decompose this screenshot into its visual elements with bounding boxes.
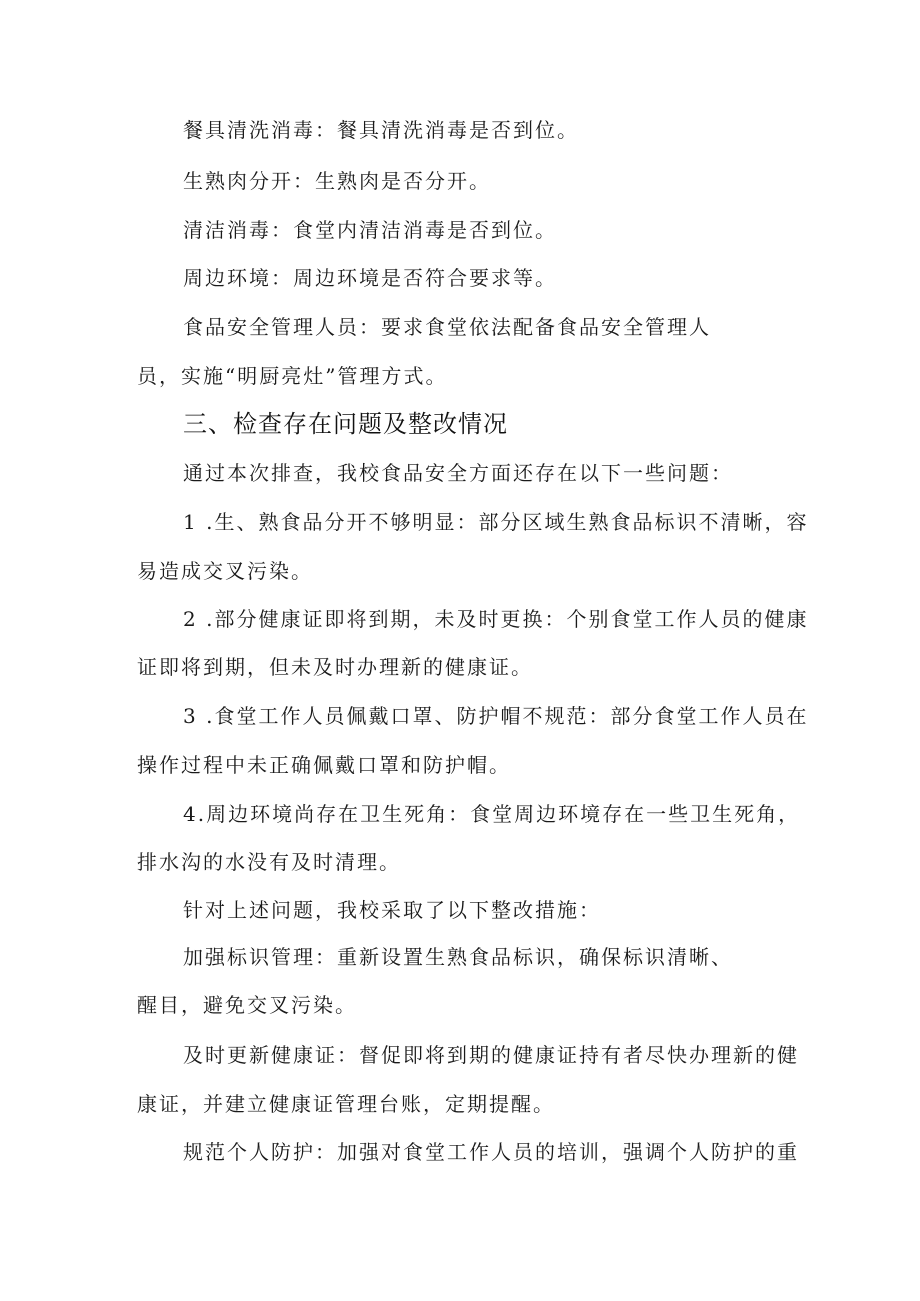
paragraph-line: 加强标识管理：重新设置生熟食品标识，确保标识清晰、 bbox=[183, 945, 733, 969]
paragraph-line: 清洁消毒：食堂内清洁消毒是否到位。 bbox=[183, 218, 557, 242]
paragraph-line: 餐具清洗消毒：餐具清洗消毒是否到位。 bbox=[183, 118, 579, 142]
paragraph-line: 员，实施“明厨亮灶”管理方式。 bbox=[137, 364, 448, 388]
paragraph-line: 证即将到期，但未及时办理新的健康证。 bbox=[137, 655, 533, 679]
paragraph-line: 针对上述问题，我校采取了以下整改措施： bbox=[183, 898, 601, 922]
paragraph-line: 排水沟的水没有及时清理。 bbox=[137, 850, 401, 874]
paragraph-line: 康证，并建立健康证管理台账，定期提醒。 bbox=[137, 1092, 555, 1116]
paragraph-line: 4.周边环境尚存在卫生死角：食堂周边环境存在一些卫生死角， bbox=[183, 802, 801, 826]
paragraph-line: 周边环境：周边环境是否符合要求等。 bbox=[183, 266, 557, 290]
paragraph-line: 易造成交叉污染。 bbox=[137, 559, 313, 583]
paragraph-line: 及时更新健康证：督促即将到期的健康证持有者尽快办理新的健 bbox=[183, 1043, 799, 1067]
paragraph-line: 醒目，避免交叉污染。 bbox=[137, 993, 357, 1017]
paragraph-line: 生熟肉分开：生熟肉是否分开。 bbox=[183, 169, 491, 193]
paragraph-line: 食品安全管理人员：要求食堂依法配备食品安全管理人 bbox=[183, 315, 711, 339]
section-heading: 三、检查存在问题及整改情况 bbox=[183, 410, 508, 438]
paragraph-line: 操作过程中未正确佩戴口罩和防护帽。 bbox=[137, 753, 511, 777]
paragraph-line: 3 .食堂工作人员佩戴口罩、防护帽不规范：部分食堂工作人员在 bbox=[183, 704, 809, 728]
paragraph-line: 通过本次排查，我校食品安全方面还存在以下一些问题： bbox=[183, 461, 733, 485]
paragraph-line: 规范个人防护：加强对食堂工作人员的培训，强调个人防护的重 bbox=[183, 1140, 799, 1164]
paragraph-line: 2 .部分健康证即将到期，未及时更换：个别食堂工作人员的健康 bbox=[183, 607, 809, 631]
paragraph-line: 1 .生、熟食品分开不够明显：部分区域生熟食品标识不清晰，容 bbox=[183, 510, 809, 534]
